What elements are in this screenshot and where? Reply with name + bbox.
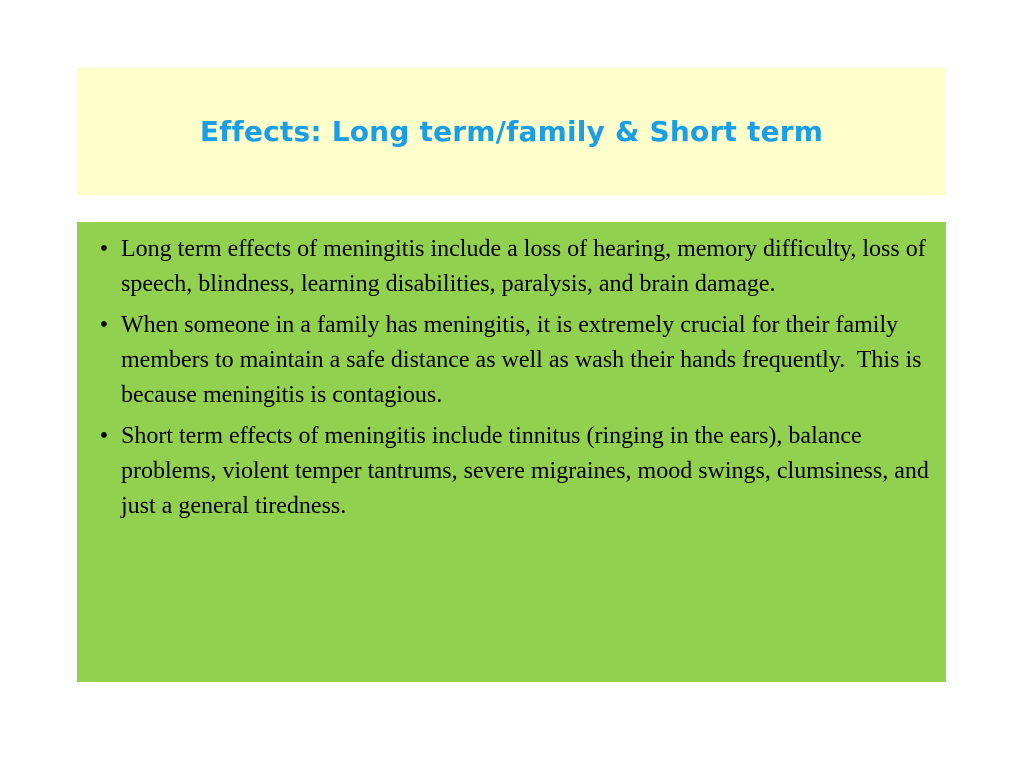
bullet-item xyxy=(87,232,938,302)
bullet-text: Long term effects of meningitis include a loss of hearing, memory difficulty, loss of speech, blindness, learning disabilities, paralysis, and brain damage. xyxy=(121,236,932,297)
bullet-dot-icon: • xyxy=(99,312,109,338)
slide-title: Effects: Long term/family & Short term xyxy=(199,115,824,148)
bullet-dot-icon: • xyxy=(99,236,109,262)
content-panel xyxy=(77,222,946,682)
bullet-list xyxy=(77,222,946,524)
title-panel xyxy=(77,68,946,195)
bullet-text: Short term effects of meningitis include tinnitus (ringing in the ears), balance problems, violent temper tantrums, severe migraines, mood swings, clumsiness, and just a general tiredness. xyxy=(121,423,935,519)
bullet-dot-icon: • xyxy=(99,423,109,449)
bullet-item xyxy=(87,308,938,413)
bullet-item xyxy=(87,419,938,524)
bullet-text: When someone in a family has meningitis, it is extremely crucial for their family members to maintain a safe distance as well as wash their hands frequently. This is because meningitis is contagious. xyxy=(121,312,928,408)
